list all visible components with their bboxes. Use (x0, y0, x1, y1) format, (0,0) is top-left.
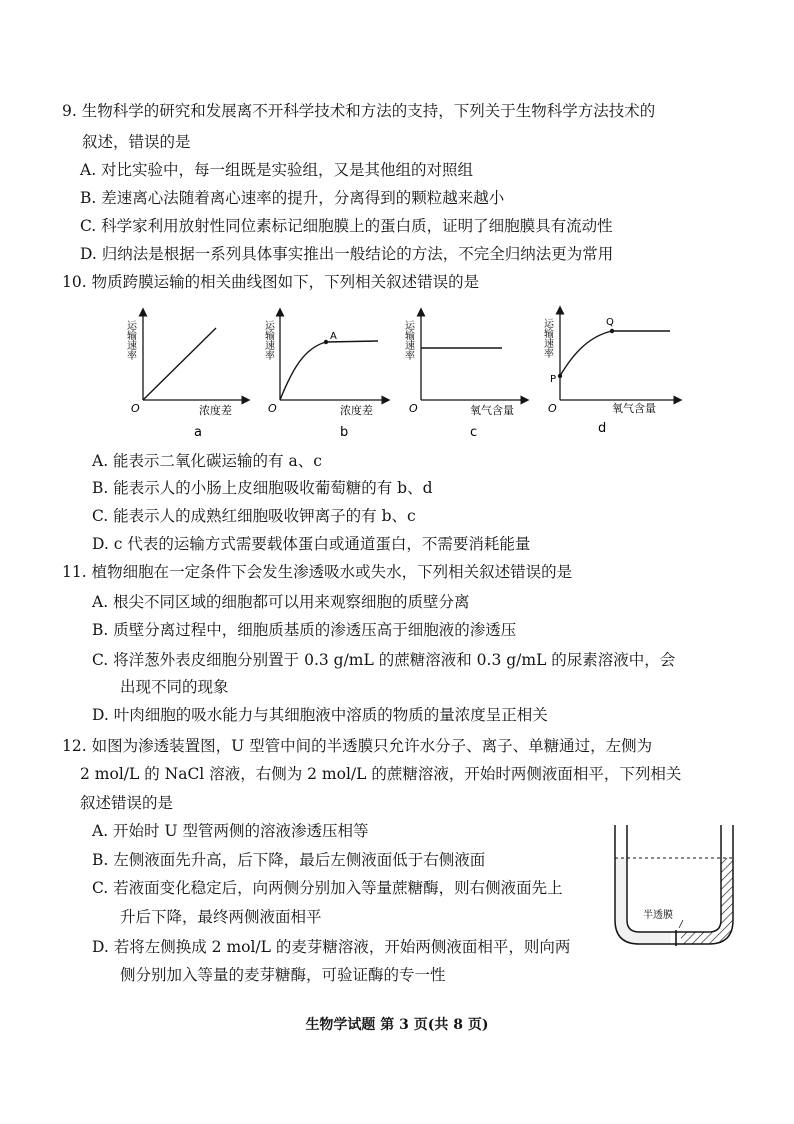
graph-a-caption: a (194, 425, 202, 440)
q12-option-b: B. 左侧液面先升高，后下降，最后左侧液面低于右侧液面 (92, 851, 486, 869)
q11-stem: 11. 植物细胞在一定条件下会发生渗透吸水或失水，下列相关叙述错误的是 (62, 563, 573, 581)
membrane-label: 半透膜 (643, 910, 673, 921)
graph-b-curve (280, 341, 378, 400)
q11-option-c-line2: 出现不同的现象 (120, 678, 229, 696)
graph-b-origin: O (268, 402, 277, 415)
q12-option-c-line2: 升后下降，最终两侧液面相平 (120, 908, 322, 926)
graph-b-caption: b (340, 425, 349, 440)
graph-b-ylabel: 运输速率 (262, 320, 274, 360)
page-footer: 生物学试题 第 3 页(共 8 页) (305, 1017, 489, 1033)
graph-d-origin: O (548, 402, 557, 415)
q10-option-d: D. c 代表的运输方式需要载体蛋白或通道蛋白，不需要消耗能量 (92, 535, 531, 553)
q12-option-d-line2: 侧分别加入等量的麦芽糖酶，可验证酶的专一性 (120, 966, 446, 984)
q10-graphs (0, 300, 794, 440)
graph-d-ylabel: 运输速率 (541, 318, 553, 358)
q11-option-a: A. 根尖不同区域的细胞都可以用来观察细胞的质壁分离 (92, 593, 470, 611)
graph-d-caption: d (598, 421, 607, 436)
q12-stem-line3: 叙述错误的是 (80, 794, 174, 812)
u-tube-outer-wall (615, 825, 733, 944)
graph-a (125, 312, 247, 440)
graph-d-point-q (610, 329, 614, 333)
graph-b-point-label: A (330, 331, 337, 342)
graph-d-point-q-label: Q (606, 317, 614, 328)
q9-option-d: D. 归纳法是根据一系列具体事实推出一般结论的方法，不完全归纳法更为常用 (80, 245, 614, 263)
graph-a-xlabel: 浓度差 (199, 404, 232, 417)
q11-option-c-line1: C. 将洋葱外表皮细胞分别置于 0.3 g/mL 的蔗糖溶液和 0.3 g/mL 的尿素溶液中，会 (92, 651, 676, 669)
graph-c-caption: c (470, 425, 478, 440)
q9-stem-line2: 叙述，错误的是 (82, 133, 191, 151)
q11-option-d: D. 叶肉细胞的吸水能力与其细胞液中溶质的物质的量浓度呈正相关 (92, 706, 548, 724)
q10-option-c: C. 能表示人的成熟红细胞吸收钾离子的有 b、c (92, 507, 416, 525)
q9-stem-line1: 9. 生物科学的研究和发展离不开科学技术和方法的支持，下列关于生物科学方法技术的 (62, 102, 656, 120)
u-tube-inner-wall (627, 825, 721, 932)
graph-a-curve (143, 328, 216, 400)
graph-b-point-a (324, 340, 328, 344)
q12-stem-line2: 2 mol/L 的 NaCl 溶液，右侧为 2 mol/L 的蔗糖溶液，开始时两侧液面相平，下列相关 (80, 765, 682, 783)
q10-option-b: B. 能表示人的小肠上皮细胞吸收葡萄糖的有 b、d (92, 479, 433, 497)
q12-stem-line1: 12. 如图为渗透装置图，U 型管中间的半透膜只允许水分子、离子、单糖通过，左侧为 (62, 737, 653, 755)
graph-b-xlabel: 浓度差 (340, 404, 373, 417)
graph-c-ylabel: 运输速率 (402, 320, 414, 360)
q9-option-c: C. 科学家利用放射性同位素标记细胞膜上的蛋白质，证明了细胞膜具有流动性 (80, 217, 613, 235)
graph-c-origin: O (409, 402, 418, 415)
graph-d-point-p-label: P (550, 374, 557, 385)
q10-option-a: A. 能表示二氧化碳运输的有 a、c (92, 452, 322, 470)
graph-a-ylabel: 运输速率 (124, 320, 136, 360)
q11-option-b: B. 质壁分离过程中，细胞质基质的渗透压高于细胞液的渗透压 (92, 621, 517, 639)
graph-d (542, 310, 679, 436)
q12-option-c-line1: C. 若液面变化稳定后，向两侧分别加入等量蔗糖酶，则右侧液面先上 (92, 879, 563, 897)
q12-option-a: A. 开始时 U 型管两侧的溶液渗透压相等 (92, 822, 369, 840)
graph-d-point-p (558, 374, 562, 378)
u-tube-diagram (595, 820, 755, 970)
graph-d-curve (560, 331, 670, 376)
q12-option-d-line1: D. 若将左侧换成 2 mol/L 的麦芽糖溶液，开始两侧液面相平，则向两 (92, 938, 571, 956)
graph-c-xlabel: 氧气含量 (470, 404, 514, 417)
membrane-pointer (679, 920, 683, 928)
q9-option-a: A. 对比实验中，每一组既是实验组，又是其他组的对照组 (80, 161, 474, 179)
graph-b (263, 312, 387, 440)
q9-option-b: B. 差速离心法随着离心速率的提升，分离得到的颗粒越来越小 (80, 189, 505, 207)
q10-stem: 10. 物质跨膜运输的相关曲线图如下，下列相关叙述错误的是 (62, 273, 480, 291)
graph-c (403, 312, 526, 440)
graph-d-xlabel: 氧气含量 (612, 402, 656, 415)
graph-a-origin: O (131, 402, 140, 415)
